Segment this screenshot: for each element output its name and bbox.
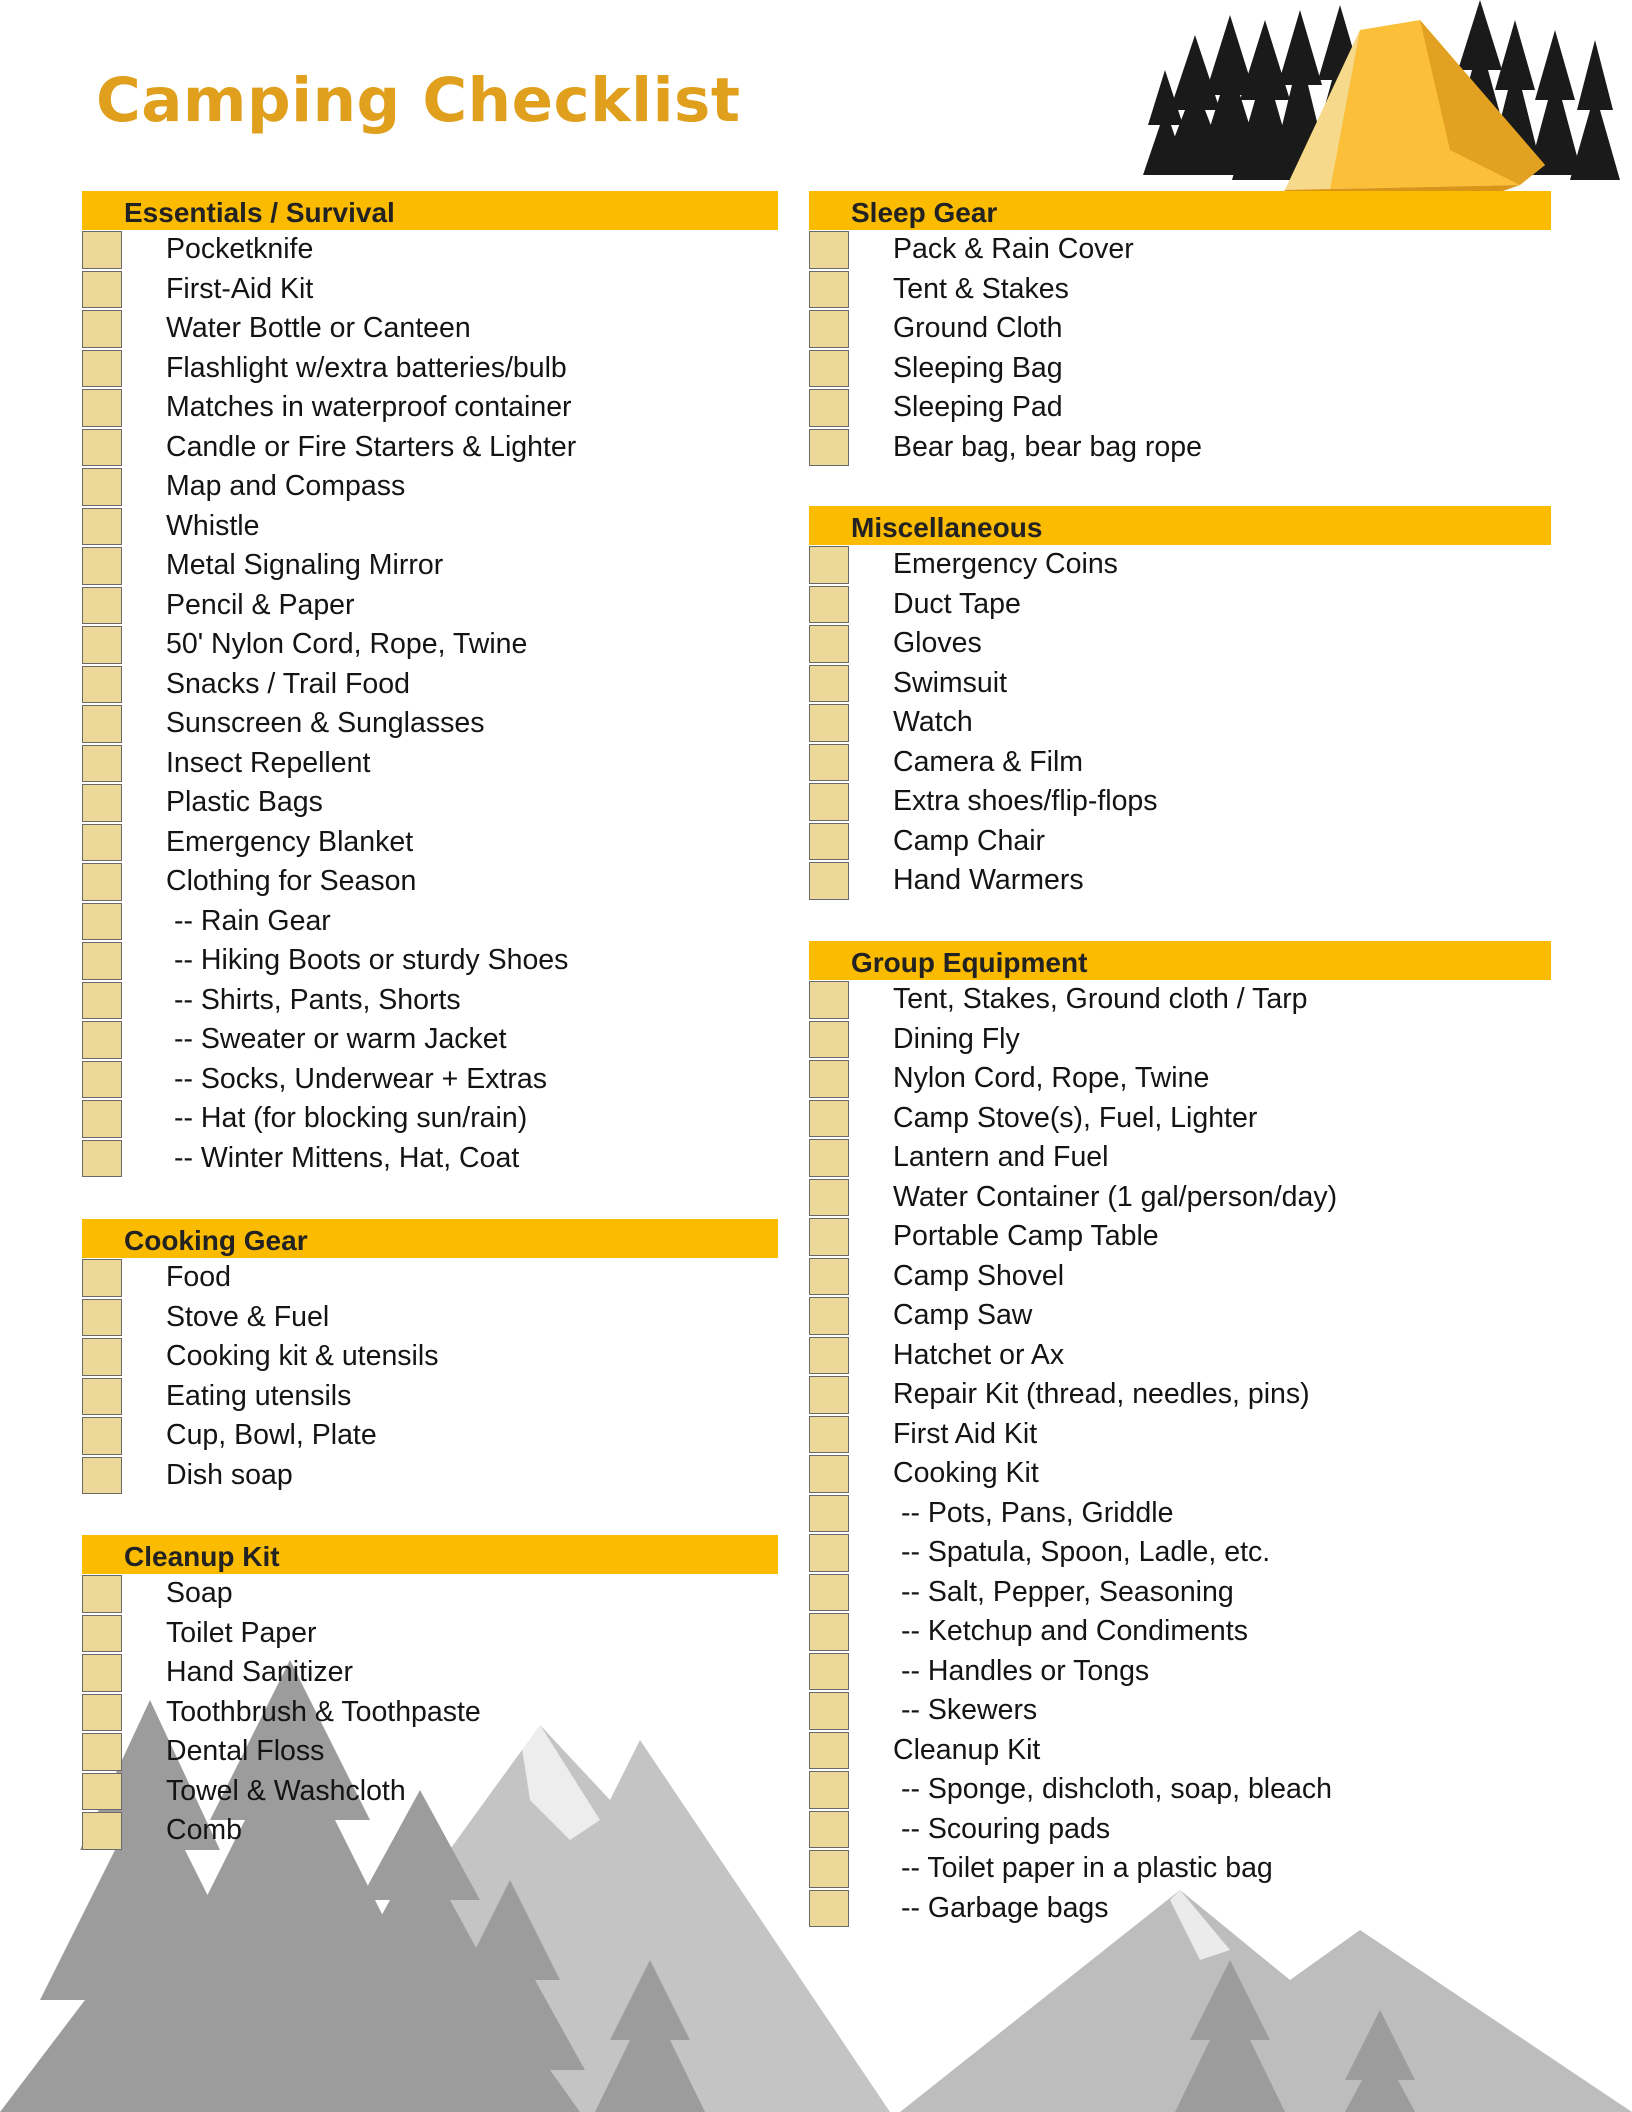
checklist-item: [809, 703, 1551, 743]
item-label: Insect Repellent: [166, 746, 371, 779]
item-label: Sunscreen & Sunglasses: [166, 707, 485, 740]
section-group-equipment: [809, 941, 1551, 1928]
checkbox[interactable]: [82, 1457, 122, 1495]
checkbox[interactable]: [809, 1060, 849, 1098]
checkbox[interactable]: [82, 942, 122, 980]
item-label: Hatchet or Ax: [893, 1338, 1065, 1371]
checkbox[interactable]: [82, 1733, 122, 1771]
checkbox[interactable]: [809, 1613, 849, 1651]
section-cleanup: [82, 1535, 778, 1851]
item-list: [82, 1574, 778, 1851]
section-header: Essentials / Survival: [82, 191, 778, 230]
page-title: Camping Checklist: [96, 65, 741, 136]
checkbox[interactable]: [809, 1100, 849, 1138]
checkbox[interactable]: [809, 350, 849, 388]
checkbox[interactable]: [82, 1615, 122, 1653]
item-label: Cup, Bowl, Plate: [166, 1419, 377, 1452]
item-label: -- Skewers: [901, 1694, 1038, 1727]
checkbox[interactable]: [82, 1654, 122, 1692]
checklist-item: [809, 1178, 1551, 1218]
checkbox[interactable]: [809, 823, 849, 861]
checkbox[interactable]: [82, 1812, 122, 1850]
checkbox[interactable]: [82, 863, 122, 901]
item-label: First-Aid Kit: [166, 272, 314, 305]
checklist-item: [82, 1020, 778, 1060]
item-label: Ground Cloth: [893, 312, 1063, 345]
checkbox[interactable]: [82, 1417, 122, 1455]
item-label: Camera & Film: [893, 745, 1084, 778]
checklist-item: [82, 1099, 778, 1139]
checkbox[interactable]: [809, 981, 849, 1019]
item-label: Emergency Coins: [893, 548, 1118, 581]
item-label: Food: [166, 1261, 231, 1294]
checkbox[interactable]: [809, 1416, 849, 1454]
checklist-item: [82, 507, 778, 547]
checkbox[interactable]: [809, 1139, 849, 1177]
item-label: -- Pots, Pans, Griddle: [901, 1496, 1174, 1529]
checkbox[interactable]: [82, 547, 122, 585]
checkbox[interactable]: [82, 1061, 122, 1099]
checkbox[interactable]: [809, 783, 849, 821]
checkbox[interactable]: [82, 1140, 122, 1178]
checklist-item: [809, 428, 1551, 468]
item-label: Sleeping Pad: [893, 391, 1063, 424]
item-label: Sleeping Bag: [893, 351, 1063, 384]
checklist-item: [82, 1298, 778, 1338]
checklist-item: [809, 1889, 1551, 1929]
checkbox[interactable]: [809, 1337, 849, 1375]
item-label: Eating utensils: [166, 1379, 352, 1412]
section-miscellaneous: [809, 506, 1551, 901]
checklist-item: [82, 270, 778, 310]
checkbox[interactable]: [809, 1021, 849, 1059]
section-header: Group Equipment: [809, 941, 1551, 980]
checkbox[interactable]: [809, 704, 849, 742]
item-label: Dining Fly: [893, 1022, 1020, 1055]
item-label: Plastic Bags: [166, 786, 323, 819]
item-list: [82, 230, 778, 1178]
item-label: Hand Sanitizer: [166, 1656, 353, 1689]
checkbox[interactable]: [809, 586, 849, 624]
checkbox[interactable]: [82, 468, 122, 506]
item-label: Dental Floss: [166, 1735, 325, 1768]
item-label: -- Hiking Boots or sturdy Shoes: [174, 944, 569, 977]
item-label: Portable Camp Table: [893, 1220, 1159, 1253]
checklist-item: [82, 586, 778, 626]
item-label: -- Toilet paper in a plastic bag: [901, 1852, 1273, 1885]
checklist-item: [809, 1494, 1551, 1534]
checklist-item: [82, 1614, 778, 1654]
checkbox[interactable]: [809, 862, 849, 900]
checklist-item: [82, 783, 778, 823]
item-label: Hand Warmers: [893, 864, 1084, 897]
item-label: Soap: [166, 1577, 233, 1610]
item-label: Candle or Fire Starters & Lighter: [166, 430, 577, 463]
checkbox[interactable]: [809, 1653, 849, 1691]
checklist-item: [809, 1770, 1551, 1810]
checkbox[interactable]: [82, 666, 122, 704]
section-sleep: [809, 191, 1551, 467]
item-label: Stove & Fuel: [166, 1300, 330, 1333]
checklist-item: [82, 941, 778, 981]
item-label: -- Scouring pads: [901, 1812, 1111, 1845]
checkbox[interactable]: [809, 1692, 849, 1730]
item-label: -- Sponge, dishcloth, soap, bleach: [901, 1773, 1332, 1806]
checklist-item: [809, 349, 1551, 389]
checklist-item: [82, 981, 778, 1021]
checklist-item: [809, 1020, 1551, 1060]
checklist-item: [809, 624, 1551, 664]
checklist-item: [82, 665, 778, 705]
checklist-item: [82, 349, 778, 389]
checkbox[interactable]: [809, 1771, 849, 1809]
checklist-item: [82, 467, 778, 507]
checkbox[interactable]: [82, 587, 122, 625]
item-label: Camp Stove(s), Fuel, Lighter: [893, 1101, 1258, 1134]
checklist-item: [809, 782, 1551, 822]
item-label: Nylon Cord, Rope, Twine: [893, 1062, 1210, 1095]
checkbox[interactable]: [82, 1299, 122, 1337]
checklist-item: [82, 862, 778, 902]
section-cooking: [82, 1219, 778, 1495]
item-label: Pencil & Paper: [166, 588, 355, 621]
item-label: Pack & Rain Cover: [893, 233, 1134, 266]
item-label: Duct Tape: [893, 587, 1021, 620]
checkbox[interactable]: [809, 1732, 849, 1770]
checklist-item: [82, 1337, 778, 1377]
checkbox[interactable]: [82, 903, 122, 941]
checkbox[interactable]: [82, 389, 122, 427]
checklist-item: [82, 1060, 778, 1100]
item-label: Watch: [893, 706, 973, 739]
item-label: Toilet Paper: [166, 1616, 317, 1649]
checklist-item: [809, 822, 1551, 862]
checklist-item: [809, 861, 1551, 901]
item-label: Comb: [166, 1814, 243, 1847]
section-header: Miscellaneous: [809, 506, 1551, 545]
checklist-item: [809, 585, 1551, 625]
item-label: -- Sweater or warm Jacket: [174, 1023, 507, 1056]
checkbox[interactable]: [82, 508, 122, 546]
checklist-item: [809, 1257, 1551, 1297]
checklist-item: [82, 1574, 778, 1614]
item-label: Dish soap: [166, 1458, 293, 1491]
checklist-item: [809, 743, 1551, 783]
checklist-item: [809, 1612, 1551, 1652]
checklist-item: [809, 1731, 1551, 1771]
item-label: Map and Compass: [166, 470, 406, 503]
item-label: -- Spatula, Spoon, Ladle, etc.: [901, 1536, 1271, 1569]
section-header: Sleep Gear: [809, 191, 1551, 230]
checkbox[interactable]: [809, 1890, 849, 1928]
checkbox[interactable]: [82, 1378, 122, 1416]
checklist-item: [809, 1296, 1551, 1336]
checklist-item: [809, 1573, 1551, 1613]
item-label: -- Winter Mittens, Hat, Coat: [174, 1141, 520, 1174]
checkbox[interactable]: [809, 271, 849, 309]
item-label: 50' Nylon Cord, Rope, Twine: [166, 628, 528, 661]
checklist-item: [82, 625, 778, 665]
checklist-item: [809, 230, 1551, 270]
checklist-item: [82, 1653, 778, 1693]
checklist-item: [809, 270, 1551, 310]
item-list: [82, 1258, 778, 1495]
item-label: Water Container (1 gal/person/day): [893, 1180, 1338, 1213]
checklist-item: [82, 1772, 778, 1812]
checkbox[interactable]: [82, 1100, 122, 1138]
item-label: -- Hat (for blocking sun/rain): [174, 1102, 528, 1135]
checkbox[interactable]: [809, 1534, 849, 1572]
checklist-item: [82, 1258, 778, 1298]
checkbox[interactable]: [809, 744, 849, 782]
checkbox[interactable]: [82, 429, 122, 467]
item-label: Matches in waterproof container: [166, 391, 572, 424]
checklist-item: [809, 1652, 1551, 1692]
checkbox[interactable]: [82, 1575, 122, 1613]
checklist-item: [809, 664, 1551, 704]
item-label: Gloves: [893, 627, 982, 660]
checkbox[interactable]: [809, 1574, 849, 1612]
item-label: Bear bag, bear bag rope: [893, 430, 1202, 463]
section-essentials: [82, 191, 778, 1178]
item-label: Water Bottle or Canteen: [166, 312, 471, 345]
item-label: Towel & Washcloth: [166, 1774, 406, 1807]
checkbox[interactable]: [809, 1850, 849, 1888]
checklist-item: [82, 388, 778, 428]
checkbox[interactable]: [809, 1811, 849, 1849]
item-label: -- Garbage bags: [901, 1891, 1109, 1924]
checklist-item: [809, 309, 1551, 349]
item-label: Toothbrush & Toothpaste: [166, 1695, 481, 1728]
item-label: Tent & Stakes: [893, 272, 1069, 305]
checklist-item: [809, 1454, 1551, 1494]
item-label: Cooking Kit: [893, 1457, 1039, 1490]
item-label: First Aid Kit: [893, 1417, 1038, 1450]
checkbox[interactable]: [82, 982, 122, 1020]
item-label: Extra shoes/flip-flops: [893, 785, 1158, 818]
checkbox[interactable]: [82, 1021, 122, 1059]
checkbox[interactable]: [809, 1179, 849, 1217]
checklist-item: [809, 1059, 1551, 1099]
checkbox[interactable]: [82, 824, 122, 862]
item-label: -- Handles or Tongs: [901, 1654, 1150, 1687]
item-label: Swimsuit: [893, 666, 1008, 699]
checklist-item: [82, 1456, 778, 1496]
checkbox[interactable]: [82, 271, 122, 309]
checklist-item: [82, 704, 778, 744]
checkbox[interactable]: [82, 231, 122, 269]
checkbox[interactable]: [809, 546, 849, 584]
checklist-item: [809, 1849, 1551, 1889]
checkbox[interactable]: [82, 705, 122, 743]
checkbox[interactable]: [82, 784, 122, 822]
checkbox[interactable]: [82, 1338, 122, 1376]
checklist-item: [82, 902, 778, 942]
checkbox[interactable]: [82, 1773, 122, 1811]
checkbox[interactable]: [809, 1258, 849, 1296]
item-label: -- Ketchup and Condiments: [901, 1615, 1248, 1648]
checkbox[interactable]: [809, 1218, 849, 1256]
item-label: -- Rain Gear: [174, 904, 331, 937]
checklist-item: [809, 1375, 1551, 1415]
checkbox[interactable]: [82, 350, 122, 388]
checkbox[interactable]: [82, 1259, 122, 1297]
item-label: -- Shirts, Pants, Shorts: [174, 983, 461, 1016]
checklist-item: [809, 1217, 1551, 1257]
section-header: Cooking Gear: [82, 1219, 778, 1258]
item-label: Camp Chair: [893, 824, 1046, 857]
checklist-item: [809, 388, 1551, 428]
checkbox[interactable]: [809, 625, 849, 663]
checklist-item: [82, 823, 778, 863]
checklist-item: [809, 1691, 1551, 1731]
checkbox[interactable]: [809, 1297, 849, 1335]
item-label: Metal Signaling Mirror: [166, 549, 444, 582]
checklist-item: [82, 1693, 778, 1733]
item-label: Snacks / Trail Food: [166, 667, 410, 700]
item-label: Camp Shovel: [893, 1259, 1065, 1292]
item-label: -- Socks, Underwear + Extras: [174, 1062, 547, 1095]
checklist-item: [82, 744, 778, 784]
checklist-item: [809, 1415, 1551, 1455]
checklist-item: [82, 1377, 778, 1417]
item-label: Tent, Stakes, Ground cloth / Tarp: [893, 983, 1308, 1016]
checkbox[interactable]: [82, 626, 122, 664]
checkbox[interactable]: [809, 1376, 849, 1414]
item-label: Emergency Blanket: [166, 825, 414, 858]
checklist-item: [82, 428, 778, 468]
checkbox[interactable]: [809, 1495, 849, 1533]
checklist-item: [82, 309, 778, 349]
checklist-item: [809, 1138, 1551, 1178]
item-label: Cleanup Kit: [893, 1733, 1041, 1766]
checkbox[interactable]: [809, 310, 849, 348]
item-list: [809, 545, 1551, 901]
checklist-item: [82, 1811, 778, 1851]
checklist-item: [809, 545, 1551, 585]
checkbox[interactable]: [809, 231, 849, 269]
checklist-item: [82, 1732, 778, 1772]
item-label: Clothing for Season: [166, 865, 417, 898]
checklist-item: [82, 1416, 778, 1456]
checklist-item: [809, 1810, 1551, 1850]
checkbox[interactable]: [809, 1455, 849, 1493]
item-label: Repair Kit (thread, needles, pins): [893, 1378, 1310, 1411]
checklist-item: [809, 1533, 1551, 1573]
checkbox[interactable]: [82, 1694, 122, 1732]
checkbox[interactable]: [809, 389, 849, 427]
item-label: Pocketknife: [166, 233, 314, 266]
item-label: Camp Saw: [893, 1299, 1033, 1332]
tent-trees-illustration: [1143, 0, 1620, 196]
item-label: Whistle: [166, 509, 260, 542]
checkbox[interactable]: [809, 429, 849, 467]
item-list: [809, 980, 1551, 1928]
checklist-item: [82, 546, 778, 586]
checklist-item: [809, 1336, 1551, 1376]
checkbox[interactable]: [809, 665, 849, 703]
checklist-item: [82, 230, 778, 270]
checklist-item: [809, 980, 1551, 1020]
checklist-item: [809, 1099, 1551, 1139]
item-label: -- Salt, Pepper, Seasoning: [901, 1575, 1234, 1608]
item-label: Lantern and Fuel: [893, 1141, 1109, 1174]
item-label: Cooking kit & utensils: [166, 1340, 439, 1373]
item-label: Flashlight w/extra batteries/bulb: [166, 351, 567, 384]
checklist-item: [82, 1139, 778, 1179]
checkbox[interactable]: [82, 745, 122, 783]
item-list: [809, 230, 1551, 467]
checkbox[interactable]: [82, 310, 122, 348]
section-header: Cleanup Kit: [82, 1535, 778, 1574]
